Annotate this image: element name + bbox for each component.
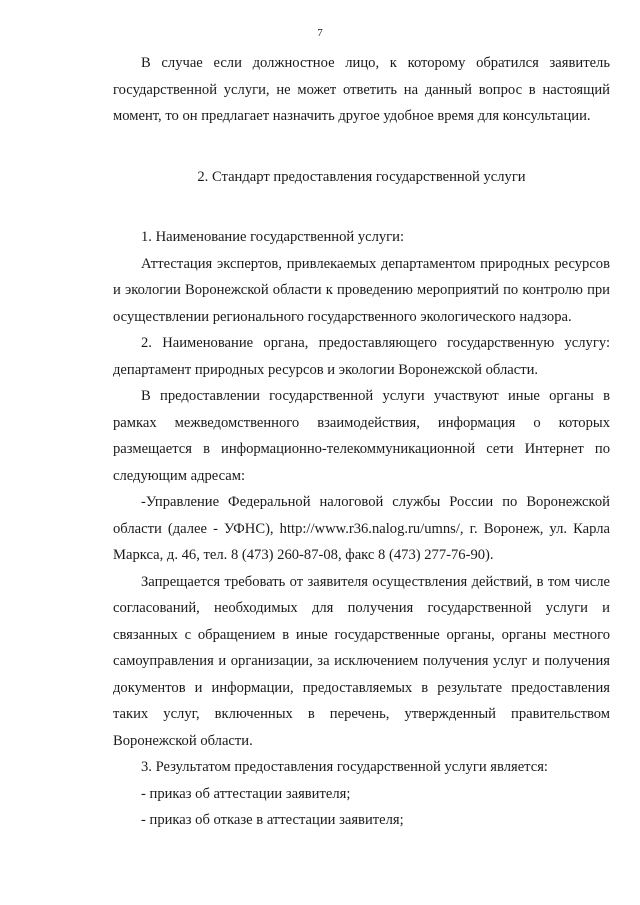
item3-result-2: - приказ об отказе в аттестации заявителя; — [141, 812, 404, 828]
item2-text: 2. Наименование органа, предоставляющего государственную услугу: департамент природных ресурсов и экологии Воронежской области. — [113, 335, 610, 378]
item3-title: 3. Результатом предоставления государственной услуги является: — [141, 759, 548, 775]
section-title: 2. Стандарт предоставления государственной услуги — [197, 168, 526, 185]
item2-ufns: -Управление Федеральной налоговой службы России по Воронежской области (далее - УФНС), http://www.r36.nalog.ru/umns/, г. Воронеж, ул. Карла Маркса, д. 46, тел. 8 (473) 260-87-08, факс 8 (473) 277-76-90). — [113, 494, 610, 563]
item1-text: Аттестация экспертов, привлекаемых департаментом природных ресурсов и экологии Воронежской области к проведению мероприятий по контролю при осуществлении регионального государственного экологического надзора. — [113, 255, 610, 325]
item1-title: 1. Наименование государственной услуги: — [141, 229, 405, 245]
item2-prohibition: Запрещается требовать от заявителя осуществления действий, в том числе согласований, необходимых для получения государственной услуги и связанных с обращением в иные государственные органы, органы местного самоуправления и организации, за исключением получения услуг и получения документов и информации, предоставляемых в результате предоставления таких услуг, включенных в перечень, утвержденный правительством Воронежской области. — [113, 573, 610, 749]
item2-other-bodies: В предоставлении государственной услуги участвуют иные органы в рамках межведомственного взаимодействия, информация о которых размещается в информационно-телекоммуникационной сети Интернет по следующим адресам: — [113, 388, 610, 484]
page-number: 7 — [317, 27, 323, 39]
document-body — [113, 50, 610, 834]
item3-result-1: - приказ об аттестации заявителя; — [141, 785, 351, 802]
paragraph-consultation: В случае если должностное лицо, к которому обратился заявитель государственной услуги, не может ответить на данный вопрос в настоящий момент, то он предлагает назначить другое удобное время для консультации. — [113, 55, 610, 124]
